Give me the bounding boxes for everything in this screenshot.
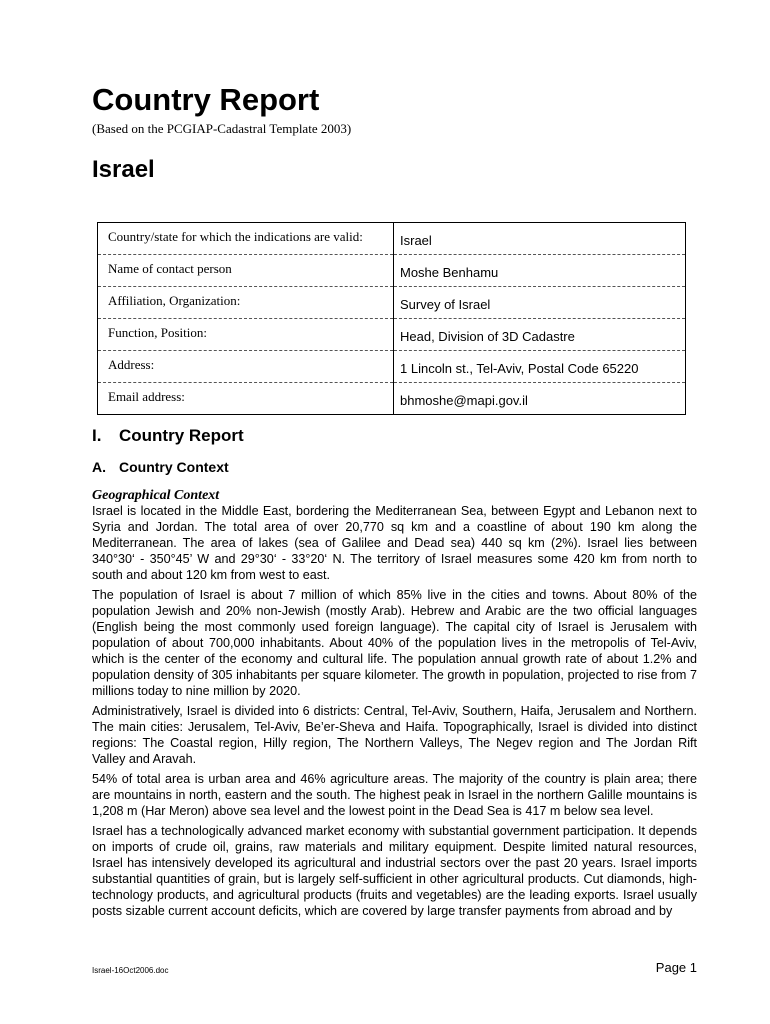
paragraph: Israel has a technologically advanced market economy with substantial government participation. It depends on imports of crude oil, grains, raw materials and military equipment. Despite limited natural resources, Israel has intensively developed its agricultural and industrial sectors over the past 20 years. Israel imports substantial quantities of grain, but is largely self-sufficient in other agricultural products. Cut diamonds, high-technology products, and agricultural products (fruits and vegetables) are the leading exports. Israel usually posts sizable current account deficits, which are covered by large transfer payments from abroad and by [92,824,697,918]
table-row [98,223,686,255]
subsection-title: Country Context [119,459,229,475]
table-row [98,351,686,383]
footer-page-number: Page 1 [655,960,697,975]
table-value-cell: bhmoshe@mapi.gov.il [400,393,528,408]
table-label-cell: Affiliation, Organization: [98,287,394,319]
section-number: I. [92,426,102,445]
table-row [98,287,686,319]
table-label-cell: Function, Position: [98,319,394,351]
paragraph: Administratively, Israel is divided into 6 districts: Central, Tel-Aviv, Southern, Haifa, Jerusalem and Northern. The main cities: Jerusalem, Tel-Aviv, Be’er-Sheva and Haifa. Topographically, Israel is divided into distinct regions: The Coastal region, Hilly region, The Northern Valleys, The Negev region and The Jordan Rift Valley and Aravah. [92,704,697,766]
paragraph: 54% of total area is urban area and 46% agriculture areas. The majority of the country is plain area; there are mountains in north, eastern and the south. The highest peak in Israel in the northern Galille mountains is 1,208 m (Har Meron) above sea level and the lowest point in the Dead Sea is 417 m below sea level. [92,772,697,818]
page-title: Country Report [92,82,320,117]
table-value-cell: Survey of Israel [394,287,686,319]
table-row [98,255,686,287]
paragraph: The population of Israel is about 7 million of which 85% live in the cities and towns. About 80% of the population Jewish and 20% non-Jewish (mostly Arab). Hebrew and Arabic are the two official languages (English being the most commonly used foreign language). The capital city of Israel is Jerusalem with population of about 700,000 inhabitants. About 40% of the population lives in the metropolis of Tel-Aviv, which is the center of the economy and cultural life. The population annual growth rate of about 1.2% and population density of 305 inhabitants per square kilometer. The growth in population, projected to rise from 7 millions today to nine million by 2020. [92,588,697,698]
table-value-cell: Head, Division of 3D Cadastre [394,319,686,351]
subsection-number: A. [92,459,106,475]
table-row [98,383,686,415]
table-value-cell: Moshe Benhamu [394,255,686,287]
page-subtitle: (Based on the PCGIAP-Cadastral Template 2003) [92,121,352,136]
country-heading: Israel [92,156,155,183]
table-label-cell: Country/state for which the indications are valid: [98,223,394,255]
contact-info-table [97,222,686,415]
section-heading [92,425,244,447]
table-value-cell: Israel [394,223,686,255]
paragraph: Israel is located in the Middle East, bordering the Mediterranean Sea, between Egypt and Lebanon next to Syria and Jordan. The total area of over 20,770 sq km and a coastline of about 190 km along the Mediterranean. The area of lakes (sea of Galilee and Dead sea) 440 sq km (2%). Israel lies between 340°30‘ - 350°45’ W and 29°30‘ - 33°20‘ N. The territory of Israel measures some 420 km from north to south and about 120 km from west to east. [92,504,697,582]
geographical-context-heading: Geographical Context [92,488,220,503]
table-label-cell: Address: [98,351,394,383]
table-label-cell: Name of contact person [98,255,394,287]
table-row [98,319,686,351]
footer-filename: Israel-16Oct2006.doc [92,966,169,975]
subsection-heading [92,458,229,476]
section-title: Country Report [119,426,244,445]
body-text [92,503,697,923]
table-label-cell: Email address: [98,383,394,415]
table-value-cell: 1 Lincoln st., Tel-Aviv, Postal Code 65220 [394,351,686,383]
